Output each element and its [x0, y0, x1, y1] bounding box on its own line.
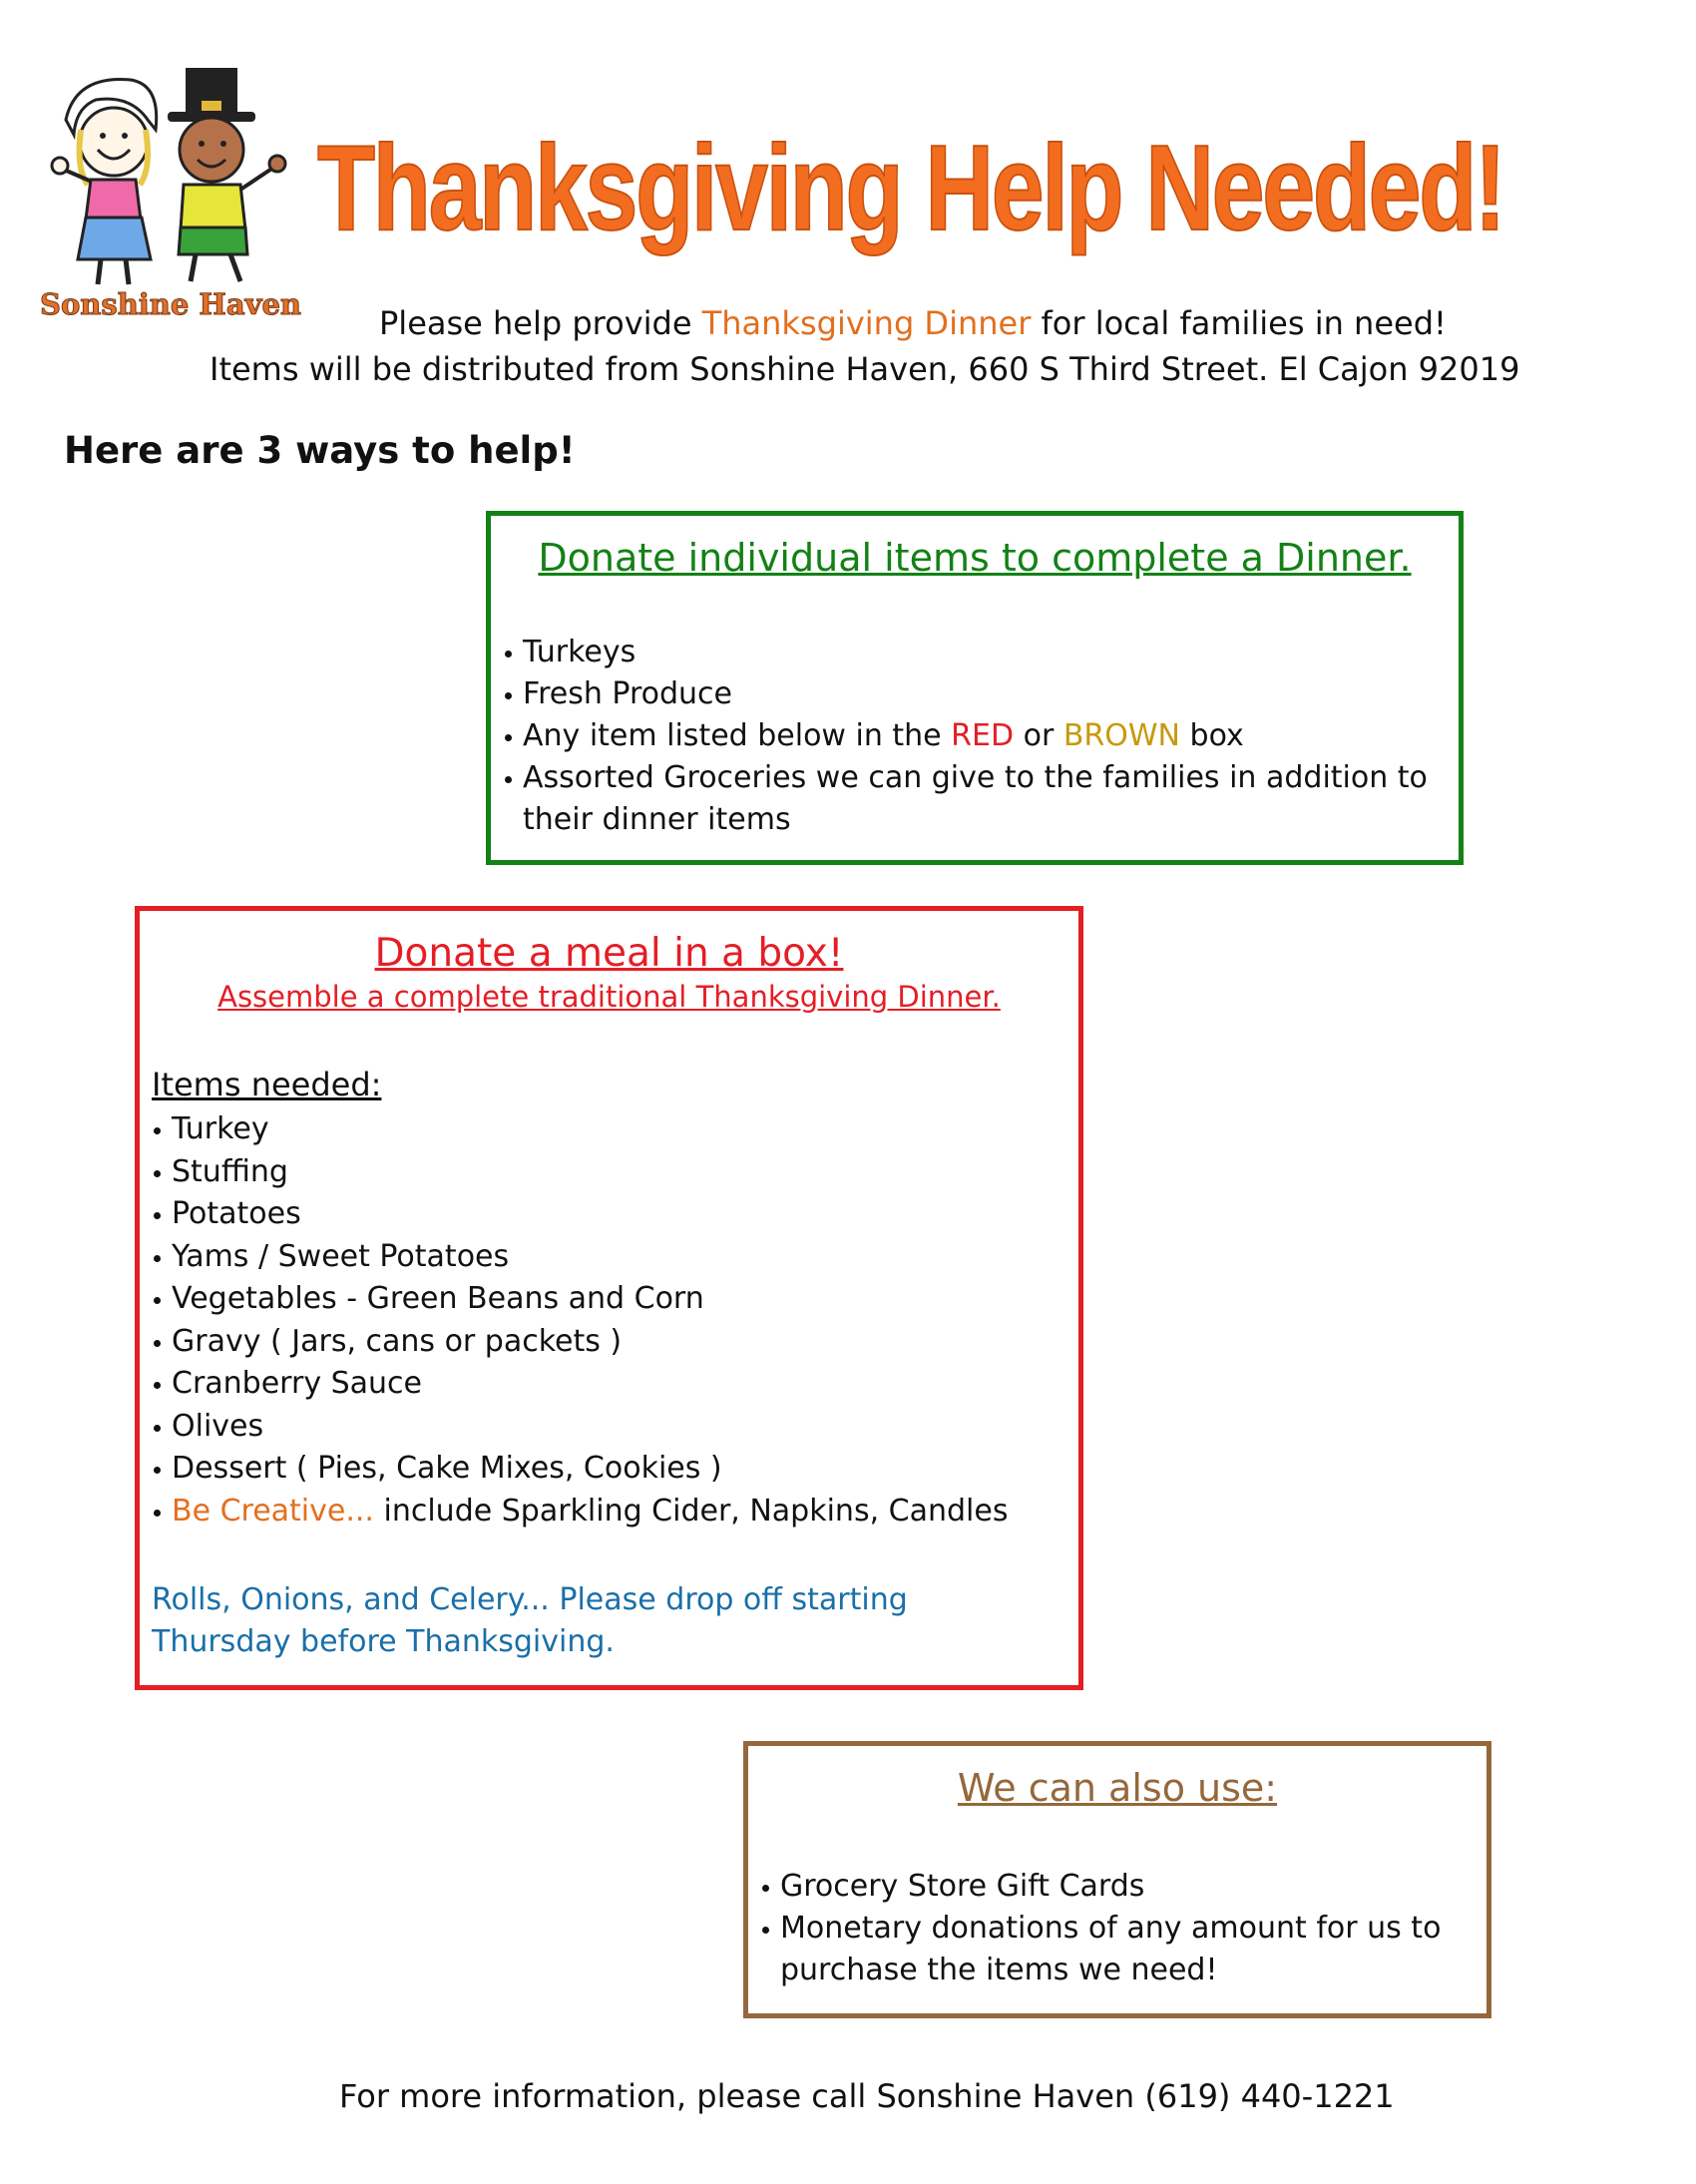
footer-contact: For more information, please call Sonshine Haven (619) 440-1221 — [339, 2077, 1395, 2115]
list-item-text: include Sparkling Cider, Napkins, Candles — [373, 1493, 1009, 1529]
list-item: Yams / Sweet Potatoes — [150, 1236, 1048, 1279]
list-item: Gravy ( Jars, cans or packets ) — [150, 1321, 1048, 1364]
drop-off-note: Rolls, Onions, and Celery... Please drop off starting Thursday before Thanksgiving. — [152, 1582, 908, 1659]
donate-items-box — [486, 511, 1464, 865]
intro-line-2: Items will be distributed from Sonshine Haven, 660 S Third Street. El Cajon 92019 — [210, 350, 1520, 388]
list-item: Dessert ( Pies, Cake Mixes, Cookies ) — [150, 1448, 1048, 1491]
meal-box-title: Donate a meal in a box! — [374, 931, 844, 976]
also-use-title: We can also use: — [957, 1766, 1278, 1810]
list-item-text: or — [1014, 718, 1063, 753]
items-needed-label: Items needed: — [152, 1066, 382, 1103]
list-item-text: Any item listed below in the — [523, 718, 952, 753]
logo-text: Sonshine Haven — [40, 287, 302, 321]
list-item: Potatoes — [150, 1193, 1048, 1236]
intro-text: Please help provide — [379, 304, 702, 342]
list-item — [501, 715, 1429, 757]
intro-line-1 — [379, 301, 1447, 345]
page-title: Thanksgiving Help Needed! — [317, 120, 1504, 255]
meal-box-subtitle: Assemble a complete traditional Thanksgiving Dinner. — [217, 980, 1001, 1014]
brown-word: BROWN — [1062, 718, 1180, 753]
list-item: Turkeys — [501, 632, 1429, 673]
red-word: RED — [951, 718, 1015, 753]
list-item: Monetary donations of any amount for us to purchase the items we need! — [758, 1908, 1457, 1991]
list-item: Vegetables - Green Beans and Corn — [150, 1278, 1048, 1321]
list-item: Cranberry Sauce — [150, 1363, 1048, 1406]
be-creative-label: Be Creative... — [172, 1493, 374, 1529]
donate-items-list — [501, 632, 1429, 841]
meal-in-box — [135, 906, 1083, 1690]
list-item: Stuffing — [150, 1151, 1048, 1194]
sonshine-haven-logo — [36, 60, 305, 324]
also-use-box — [743, 1741, 1491, 2018]
intro-text: for local families in need! — [1031, 304, 1447, 342]
donate-items-title: Donate individual items to complete a Dinner. — [538, 536, 1412, 580]
list-item: Turkey — [150, 1108, 1048, 1151]
list-item: Olives — [150, 1406, 1048, 1449]
list-item — [150, 1491, 1048, 1533]
two-children-pilgrims-icon — [36, 60, 305, 289]
list-item: Assorted Groceries we can give to the families in addition to their dinner items — [501, 757, 1429, 841]
list-item: Fresh Produce — [501, 673, 1429, 715]
meal-items-list — [150, 1108, 1048, 1532]
also-use-list — [758, 1866, 1457, 1991]
ways-heading: Here are 3 ways to help! — [64, 429, 576, 472]
list-item-text: box — [1179, 718, 1244, 753]
intro-highlight: Thanksgiving Dinner — [701, 304, 1032, 342]
list-item: Grocery Store Gift Cards — [758, 1866, 1457, 1908]
